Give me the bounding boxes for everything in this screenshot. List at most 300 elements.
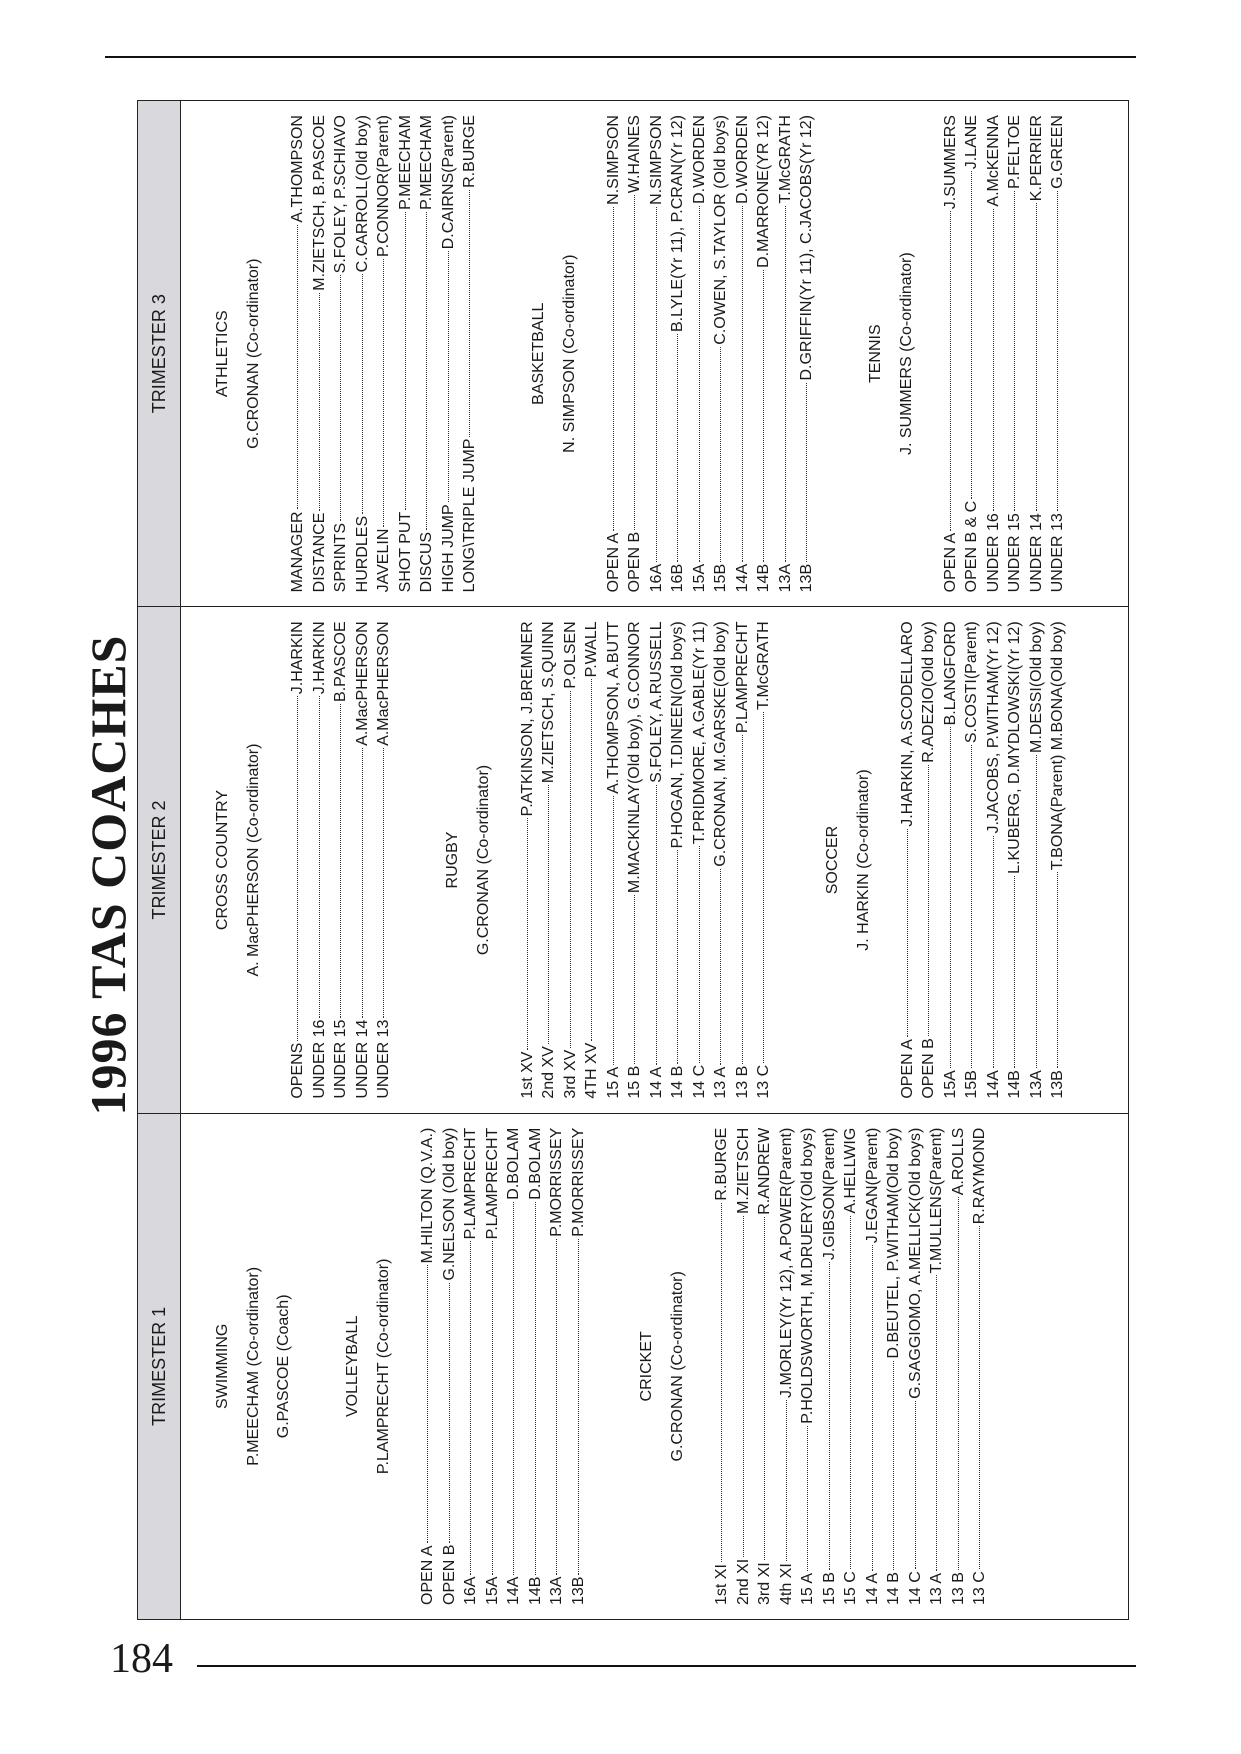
team-label: 13 A: [928, 1572, 945, 1605]
trimester-column: [138, 101, 1128, 606]
team-label: 13 B: [733, 1065, 751, 1099]
dot-leader: [950, 211, 951, 531]
dot-leader: [1014, 876, 1015, 1068]
trimester-header: TRIMESTER 2: [138, 607, 181, 1112]
coach-name: M.ZIETSCH: [734, 1127, 752, 1214]
dot-leader: [405, 212, 406, 510]
dot-leader: [721, 1203, 722, 1563]
sport-heading: SWIMMING: [214, 1323, 231, 1409]
team-row: [287, 621, 309, 1098]
team-label: 15 A: [604, 1066, 622, 1099]
dot-leader: [993, 836, 994, 1069]
dot-leader: [720, 869, 721, 1065]
dot-leader: [936, 1276, 937, 1571]
dot-leader: [578, 1239, 579, 1575]
section-spacer: [918, 115, 940, 592]
dot-leader: [806, 383, 807, 562]
dot-leader: [677, 334, 678, 562]
team-label: 14 A: [647, 1066, 665, 1099]
team-label: 4TH XV: [583, 1042, 600, 1099]
coordinator-line: J. HARKIN (Co-ordinator): [854, 769, 872, 951]
coach-name: S.FOLEY, A.RUSSELL: [647, 621, 665, 783]
trimester-column: [138, 606, 1128, 1112]
coach-name: G.CRONAN, M.GARSKE(Old boy): [712, 621, 729, 867]
dot-leader: [613, 796, 614, 1065]
coach-name: T.MULLENS(Parent): [928, 1127, 945, 1274]
trimester-body: [181, 101, 1069, 606]
team-label: DISTANCE: [310, 512, 328, 593]
dot-leader: [763, 270, 764, 562]
coach-name: D.BOLAM: [505, 1127, 522, 1200]
team-label: 15A: [941, 1070, 959, 1099]
coach-name: P.FELTOE: [1006, 115, 1023, 189]
coach-name: D.WORDEN: [690, 115, 708, 204]
coach-name: G.GREEN: [1049, 115, 1066, 189]
dot-leader: [656, 785, 657, 1065]
team-label: 14 C: [906, 1571, 924, 1605]
coach-name: N.SIMPSON: [647, 115, 665, 205]
team-row: [961, 115, 983, 592]
team-row: [646, 621, 668, 1098]
team-row: [983, 621, 1005, 1098]
team-label: 14B: [1006, 1070, 1023, 1099]
team-label: 13 C: [755, 1064, 772, 1099]
dot-leader: [656, 207, 657, 562]
team-label: MANAGER: [289, 511, 306, 593]
dot-leader: [1057, 191, 1058, 511]
coach-name: W.HAINES: [626, 115, 643, 194]
section-spacer: [495, 621, 517, 1098]
dot-leader: [513, 1202, 514, 1575]
coach-name: R.RAYMOND: [971, 1127, 988, 1225]
team-label: 13 A: [712, 1066, 729, 1099]
team-row: [438, 115, 460, 592]
dot-leader: [763, 712, 764, 1063]
trimester-header: TRIMESTER 1: [138, 1114, 181, 1619]
team-label: OPEN B & C: [963, 500, 980, 593]
team-label: 15A: [690, 563, 708, 593]
dot-leader: [807, 1426, 808, 1571]
dot-leader: [362, 748, 363, 1018]
team-row: [330, 115, 352, 592]
team-row: [417, 1128, 439, 1605]
team-label: 16A: [462, 1576, 479, 1605]
section-spacer: [265, 621, 287, 1098]
team-row: [603, 621, 625, 1098]
team-label: 14 C: [690, 1064, 708, 1099]
coach-name: J.JACOBS, P.WITHAM(Yr 12): [984, 621, 1002, 834]
coach-name: A.ROLLS: [949, 1127, 967, 1196]
team-label: SHOT PUT: [396, 511, 414, 593]
coordinator-line: A. MacPHERSON (Co-ordinator): [245, 743, 262, 977]
team-row: [940, 621, 962, 1098]
dot-leader: [591, 679, 592, 1040]
team-row: [287, 115, 309, 592]
team-row: [352, 621, 374, 1098]
team-row: [689, 115, 711, 592]
team-row: [940, 115, 962, 592]
coach-name: D.CAIRNS(Parent): [439, 115, 457, 250]
dot-leader: [829, 1262, 830, 1570]
coach-name: T.McGRATH: [776, 115, 794, 204]
team-label: LONG\TRIPLE JUMP: [461, 438, 478, 593]
dot-leader: [1057, 872, 1058, 1068]
coach-name: D.GRIFFIN(Yr 11), C.JACOBS(Yr 12): [798, 115, 815, 381]
team-label: 14 B: [669, 1065, 686, 1099]
coach-name: B.LANGFORD: [941, 621, 959, 726]
coach-name: M.DESSI(Old boy): [1027, 621, 1045, 753]
dot-leader: [1036, 755, 1037, 1068]
team-row: [525, 1128, 547, 1605]
team-label: 2nd XV: [540, 1046, 557, 1099]
team-row: [646, 115, 668, 592]
team-label: OPEN A: [419, 1545, 436, 1605]
team-row: [775, 115, 797, 592]
dot-leader: [634, 195, 635, 530]
top-rule: [105, 56, 1136, 58]
team-row: [732, 115, 754, 592]
team-label: OPENS: [289, 1042, 306, 1099]
coach-name: A.THOMPSON: [289, 115, 306, 223]
dot-leader: [950, 727, 951, 1068]
sport-heading: BASKETBALL: [529, 302, 547, 405]
coach-name: P.WALL: [583, 621, 600, 678]
team-label: 14 A: [863, 1572, 881, 1605]
team-row: [1047, 621, 1069, 1098]
dot-leader: [448, 251, 449, 502]
coach-name: D.MARRONE(YR 12): [755, 115, 772, 268]
coach-name: T.PRIDMORE, A.GABLE(Yr 11): [690, 621, 708, 845]
coordinator-line: N. SIMPSON (Co-ordinator): [560, 254, 578, 453]
team-row: [926, 1128, 948, 1605]
team-label: 15 C: [842, 1571, 859, 1605]
coach-name: S.COSTI(Parent): [963, 621, 980, 744]
dot-leader: [907, 829, 908, 1037]
sport-heading: VOLLEYBALL: [344, 1315, 361, 1418]
team-label: OPEN A: [604, 532, 622, 593]
team-row: [439, 1128, 461, 1605]
team-label: 15 B: [820, 1572, 838, 1605]
coach-name: A.MacPHERSON: [353, 621, 371, 746]
dot-leader: [470, 1241, 471, 1574]
team-row: [538, 621, 560, 1098]
coach-name: P.CONNOR(Parent): [375, 115, 392, 257]
team-row: [309, 621, 331, 1098]
team-label: UNDER 16: [984, 513, 1002, 593]
team-row: [819, 1128, 841, 1605]
team-row: [983, 115, 1005, 592]
dot-leader: [469, 190, 470, 437]
team-label: UNDER 13: [1049, 513, 1066, 593]
coach-name: A.McKENNA: [984, 115, 1002, 207]
sport-heading: CROSS COUNTRY: [214, 789, 231, 931]
coach-name: B.PASCOE: [332, 621, 349, 702]
team-row: [568, 1128, 590, 1605]
dot-leader: [893, 1361, 894, 1571]
coach-name: G.SAGGIOMO, A.MELLICK(Old boys): [906, 1127, 924, 1399]
dot-leader: [556, 1239, 557, 1575]
team-row: [969, 1128, 991, 1605]
team-row: [373, 115, 395, 592]
team-label: HURDLES: [353, 515, 371, 593]
coach-name: J.HARKIN: [289, 621, 306, 695]
team-label: 1st XI: [713, 1564, 730, 1605]
dot-leader: [527, 818, 528, 1049]
team-row: [459, 115, 481, 592]
team-row: [897, 621, 919, 1098]
coordinator-line: P.MEECHAM (Co-ordinator): [245, 1266, 262, 1466]
coach-name: N.SIMPSON: [604, 115, 622, 205]
coach-name: P.LAMPRECHT: [483, 1127, 501, 1240]
team-row: [961, 621, 983, 1098]
team-row: [309, 115, 331, 592]
coach-name: P.HOLDSWORTH, M.DRUERY(Old boys): [799, 1127, 816, 1424]
coaches-table: [137, 100, 1129, 1620]
sport-heading: RUGBY: [443, 831, 461, 889]
dot-leader: [449, 1283, 450, 1543]
team-row: [603, 115, 625, 592]
coordinator-line: G.CRONAN (Co-ordinator): [474, 764, 492, 956]
page-title: 1996 TAS COACHES: [80, 634, 136, 1116]
coach-name: D.WORDEN: [733, 115, 751, 204]
sport-heading: ATHLETICS: [214, 310, 231, 398]
coach-name: A.THOMPSON, A.BUTT: [604, 621, 622, 794]
dot-leader: [340, 704, 341, 1018]
dot-leader: [340, 275, 341, 521]
dot-leader: [850, 1216, 851, 1570]
team-row: [416, 115, 438, 592]
team-label: 13 C: [971, 1571, 988, 1605]
coach-name: C.CARROLL(Old boy): [353, 115, 371, 273]
dot-leader: [570, 691, 571, 1048]
coach-name: D.BOLAM: [526, 1127, 544, 1200]
coach-name: P.LAMPRECHT: [462, 1127, 479, 1240]
coach-name: J.MORLEY(Yr 12), A.POWER(Parent): [777, 1127, 795, 1398]
team-label: 2nd XI: [734, 1558, 752, 1605]
team-label: 13B: [569, 1576, 587, 1605]
team-row: [797, 1128, 819, 1605]
dot-leader: [699, 846, 700, 1063]
coach-name: D.BEUTEL, P.WITHAM(Old boy): [885, 1127, 902, 1359]
coach-name: T.BONA(Parent) M.BONA(Old boy): [1049, 621, 1066, 871]
section-spacer: [395, 1128, 417, 1605]
team-label: JAVELIN: [375, 528, 392, 593]
dot-leader: [319, 696, 320, 1017]
team-label: 15B: [712, 563, 729, 593]
dot-leader: [677, 850, 678, 1063]
trimester-column: [138, 1113, 1128, 1619]
team-row: [710, 621, 732, 1098]
coach-name: R.ANDREW: [756, 1127, 773, 1215]
dot-leader: [426, 212, 427, 530]
team-row: [1004, 115, 1026, 592]
dot-leader: [1014, 191, 1015, 511]
team-label: 15 A: [799, 1572, 816, 1605]
team-row: [862, 1128, 884, 1605]
team-label: UNDER 15: [1006, 513, 1023, 593]
team-row: [352, 115, 374, 592]
dot-leader: [699, 206, 700, 562]
page-number: 184: [110, 1636, 173, 1682]
dot-leader: [1036, 203, 1037, 511]
team-row: [840, 1128, 862, 1605]
team-row: [503, 1128, 525, 1605]
trimester-header: TRIMESTER 3: [138, 101, 181, 606]
coordinator-line: P.LAMPRECHT (Co-ordinator): [375, 1258, 392, 1475]
coach-name: G.NELSON (Old boy): [440, 1127, 458, 1281]
coach-name: P.MORRISSEY: [569, 1127, 587, 1237]
team-row: [733, 1128, 755, 1605]
team-label: 15 B: [626, 1065, 643, 1099]
team-label: 16B: [669, 563, 686, 593]
section-spacer: [689, 1128, 711, 1605]
coach-name: M.ZIETSCH, S.QUINN: [540, 621, 557, 784]
dot-leader: [297, 225, 298, 510]
team-label: UNDER 13: [375, 1019, 392, 1099]
coach-name: R.BURGE: [461, 115, 478, 188]
coach-name: P.HOGAN, T.DINEEN(Old boys): [669, 621, 686, 849]
team-label: 14 B: [885, 1572, 902, 1605]
team-row: [560, 621, 582, 1098]
coach-name: P.OLSEN: [561, 621, 579, 689]
dot-leader: [928, 765, 929, 1037]
trimester-body: [181, 1114, 991, 1619]
team-row: [796, 115, 818, 592]
dot-leader: [492, 1241, 493, 1574]
dot-leader: [720, 347, 721, 562]
team-label: 4th XI: [777, 1563, 795, 1605]
team-label: SPRINTS: [332, 523, 349, 593]
coordinator-line: G.CRONAN (Co-ordinator): [669, 1271, 686, 1462]
team-label: 3rd XI: [756, 1562, 773, 1605]
dot-leader: [297, 696, 298, 1040]
team-row: [373, 621, 395, 1098]
team-row: [918, 621, 940, 1098]
team-label: 13A: [548, 1576, 565, 1605]
team-label: OPEN A: [941, 532, 959, 593]
dot-leader: [319, 293, 320, 511]
sport-heading: SOCCER: [823, 825, 841, 895]
team-row: [667, 115, 689, 592]
team-label: 3rd XV: [561, 1049, 579, 1099]
dot-leader: [535, 1202, 536, 1575]
team-row: [1004, 621, 1026, 1098]
team-row: [710, 115, 732, 592]
coach-name: P.LAMPRECHT: [733, 621, 751, 734]
team-label: 13A: [1027, 1070, 1045, 1099]
dot-leader: [785, 206, 786, 562]
team-label: 13B: [798, 563, 815, 593]
team-row: [581, 621, 603, 1098]
coach-name: J.SUMMERS: [941, 115, 959, 210]
coach-name: B.LYLE(Yr 11), P.CRAN(Yr 12): [669, 115, 686, 332]
team-label: DISCUS: [418, 531, 435, 593]
coach-name: A.HELLWIG: [842, 1127, 859, 1214]
team-row: [624, 115, 646, 592]
coach-name: P.MEECHAM: [396, 115, 414, 210]
coach-name: R.BURGE: [713, 1127, 730, 1201]
dot-leader: [872, 1245, 873, 1571]
team-row: [517, 621, 539, 1098]
coach-name: J.HARKIN, A.SCODELLARO: [898, 621, 916, 827]
team-row: [689, 621, 711, 1098]
team-row: [1026, 621, 1048, 1098]
team-row: [667, 621, 689, 1098]
bottom-rule: [197, 1665, 1136, 1667]
team-row: [754, 1128, 776, 1605]
dot-leader: [613, 207, 614, 531]
coach-name: J.GIBSON(Parent): [820, 1127, 838, 1261]
dot-leader: [971, 745, 972, 1068]
team-label: 13B: [1049, 1070, 1066, 1099]
team-row: [330, 621, 352, 1098]
team-label: 14A: [984, 1070, 1002, 1099]
team-row: [395, 115, 417, 592]
coordinator-line: G.CRONAN (Co-ordinator): [245, 258, 262, 449]
team-label: OPEN A: [898, 1039, 916, 1099]
coach-name: J.LANE: [963, 115, 980, 170]
coach-name: T.McGRATH: [755, 621, 772, 710]
team-label: OPEN B: [920, 1038, 937, 1099]
team-row: [1026, 115, 1048, 592]
team-label: 14B: [755, 563, 772, 593]
team-label: 15B: [963, 1070, 980, 1099]
section-spacer: [265, 115, 287, 592]
coach-name: K.PERRIER: [1027, 115, 1045, 202]
team-label: UNDER 14: [1027, 513, 1045, 593]
team-label: 16A: [647, 563, 665, 593]
team-label: 13 B: [949, 1572, 967, 1605]
dot-leader: [383, 748, 384, 1018]
coach-name: L.KUBERG, D.MYDLOWSKI(Yr 12): [1006, 621, 1023, 874]
section-spacer: [581, 115, 603, 592]
coach-name: P.MEECHAM: [418, 115, 435, 210]
section-spacer: [875, 621, 897, 1098]
team-row: [905, 1128, 927, 1605]
coach-name: M.MACKINLAY(Old boy), G.CONNOR: [626, 621, 643, 894]
coach-name: P.ATKINSON, J.BREMNER: [518, 621, 536, 817]
team-label: 14A: [505, 1576, 522, 1605]
dot-leader: [634, 895, 635, 1064]
coach-name: M.HILTON (Q.V.A.): [419, 1127, 436, 1264]
team-label: UNDER 14: [353, 1019, 371, 1099]
team-row: [1047, 115, 1069, 592]
coach-name: A.MacPHERSON: [375, 621, 392, 746]
dot-leader: [383, 259, 384, 527]
sport-heading: CRICKET: [638, 1331, 655, 1402]
coordinator-line: G.PASCOE (Coach): [275, 1294, 292, 1439]
rotated-content: [75, 100, 1135, 1650]
team-label: 13A: [776, 563, 794, 593]
team-row: [546, 1128, 568, 1605]
coordinator-line: J. SUMMERS (Co-ordinator): [897, 252, 915, 456]
team-row: [776, 1128, 798, 1605]
sport-heading: TENNIS: [866, 324, 884, 384]
team-label: 1st XV: [518, 1051, 536, 1099]
team-label: UNDER 16: [310, 1019, 328, 1099]
dot-leader: [743, 1216, 744, 1557]
coach-name: P.MORRISSEY: [548, 1127, 565, 1237]
dot-leader: [742, 206, 743, 562]
team-label: 15A: [483, 1576, 501, 1605]
dot-leader: [427, 1265, 428, 1543]
team-row: [753, 115, 775, 592]
team-row: [732, 621, 754, 1098]
coach-name: J.HARKIN: [310, 621, 328, 695]
team-row: [753, 621, 775, 1098]
dot-leader: [764, 1217, 765, 1561]
dot-leader: [548, 785, 549, 1044]
